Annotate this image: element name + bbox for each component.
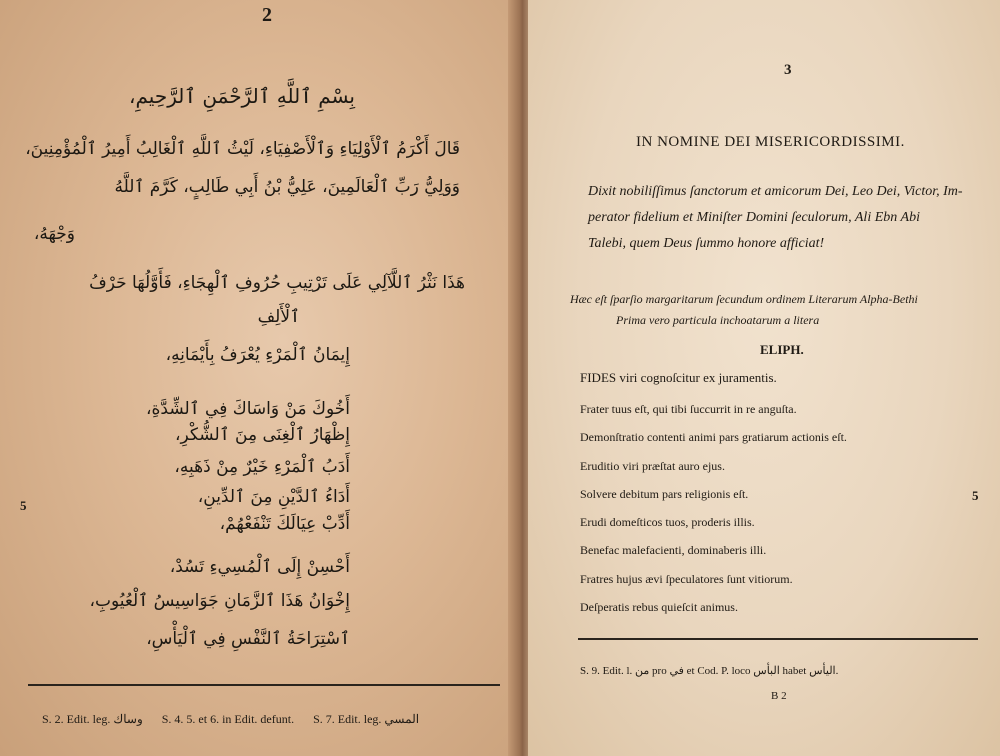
verse: إِيمَانُ ٱلْمَرْءِ يُعْرَفُ بِأَيْمَانِهِ، bbox=[165, 345, 350, 365]
footnote-rule bbox=[28, 684, 500, 686]
verse: Fratres hujus ævi ſpeculatores ſunt vitiorum. bbox=[580, 572, 793, 586]
verse: Deſperatis rebus quieſcit animus. bbox=[580, 600, 738, 614]
verse: أَخُوكَ مَنْ وَاسَاكَ فِي ٱلشِّدَّةِ، bbox=[146, 399, 350, 419]
page-number: 2 bbox=[262, 4, 272, 26]
verse: Frater tuus eſt, qui tibi ſuccurrit in re anguſta. bbox=[580, 402, 797, 416]
heading-line: Prima vero particula inchoatarum a litera bbox=[616, 313, 820, 327]
margin-line-number: 5 bbox=[20, 498, 27, 513]
right-page bbox=[528, 0, 1000, 756]
verse: Eruditio viri præſtat auro ejus. bbox=[580, 459, 725, 473]
footnote: S. 7. Edit. leg. المسي bbox=[313, 712, 420, 726]
footnotes bbox=[42, 712, 435, 727]
verse: ٱسْتِرَاحَةُ ٱلنَّفْسِ فِي ٱلْيَأْسِ، bbox=[146, 629, 350, 649]
footnote: S. 2. Edit. leg. وساك bbox=[42, 712, 143, 726]
verse: أَحْسِنْ إِلَى ٱلْمُسِيءِ تَسُدْ، bbox=[169, 557, 350, 577]
intro-line: perator fidelium et Miniſter Domini ſeculorum, Ali Ebn Abi bbox=[588, 210, 920, 225]
footnote: S. 4. 5. et 6. in Edit. defunt. bbox=[161, 712, 295, 726]
verse: FIDES viri cognoſcitur ex juramentis. bbox=[580, 370, 777, 385]
heading-line: هَذَا نَثْرُ ٱللَّآلِي عَلَى تَرْتِيبِ حُرُوفِ ٱلْهِجَاءِ، فَأَوَّلُهَا حَرْفُ bbox=[89, 273, 465, 293]
verse: Erudi domeſticos tuos, proderis illis. bbox=[580, 515, 755, 529]
verse: أَدَبُ ٱلْمَرْءِ خَيْرٌ مِنْ ذَهَبِهِ، bbox=[174, 457, 350, 477]
footnote: S. 9. Edit. l. من pro في et Cod. P. loco البأس habet اليأس. bbox=[580, 665, 839, 677]
intro-line: وَوَلِيُّ رَبِّ ٱلْعَالَمِينَ، عَلِيُّ بْنُ أَبِي طَالِبٍ، كَرَّمَ ٱللَّهُ bbox=[114, 177, 460, 197]
footnote-rule bbox=[578, 638, 978, 640]
intro-line: Talebi, quem Deus ſummo honore afficiat! bbox=[588, 236, 825, 251]
verse: Demonſtratio contenti animi pars gratiarum actionis eſt. bbox=[580, 430, 847, 444]
intro-line: وَجْهَهُ، bbox=[33, 224, 75, 244]
verse: إِخْوَانُ هَذَا ٱلزَّمَانِ جَوَاسِيسُ ٱلْعُيُوبِ، bbox=[89, 591, 350, 611]
intro-line: Dixit nobiliſſimus ſanctorum et amicorum Dei, Leo Dei, Victor, Im- bbox=[588, 184, 963, 199]
verse: أَدَاءُ ٱلدَّيْنِ مِنَ ٱلدِّينِ، bbox=[197, 487, 350, 507]
verse: Benefac malefacienti, dominaberis illi. bbox=[580, 543, 767, 557]
verse: إِظْهَارُ ٱلْغِنَى مِنَ ٱلشُّكْرِ، bbox=[175, 425, 350, 445]
intro-line: قَالَ أَكْرَمُ ٱلْأَوْلِيَاءِ وَٱلْأَصْفِيَاءِ، لَيْثُ ٱللَّهِ ٱلْغَالِبُ أَمِيرُ ٱلْمُؤْمِنِينَ، bbox=[25, 139, 460, 159]
heading-line: ٱلْأَلِفِ bbox=[257, 307, 300, 327]
verse: Solvere debitum pars religionis eſt. bbox=[580, 487, 749, 501]
heading-line: Hæc eſt ſparſio margaritarum ſecundum ordinem Literarum Alpha-Bethi bbox=[570, 292, 918, 306]
verse: أَدِّبْ عِيَالَكَ تَنْفَعْهُمْ، bbox=[219, 514, 350, 534]
page-number: 3 bbox=[784, 62, 792, 78]
page-title: IN NOMINE DEI MISERICORDISSIMI. bbox=[636, 134, 905, 150]
section-title: ELIPH. bbox=[760, 342, 804, 357]
basmala: بِسْمِ ٱللَّهِ ٱلرَّحْمَنِ ٱلرَّحِيمِ، bbox=[129, 84, 355, 108]
margin-line-number: 5 bbox=[972, 488, 979, 503]
signature-mark: B 2 bbox=[771, 690, 787, 702]
